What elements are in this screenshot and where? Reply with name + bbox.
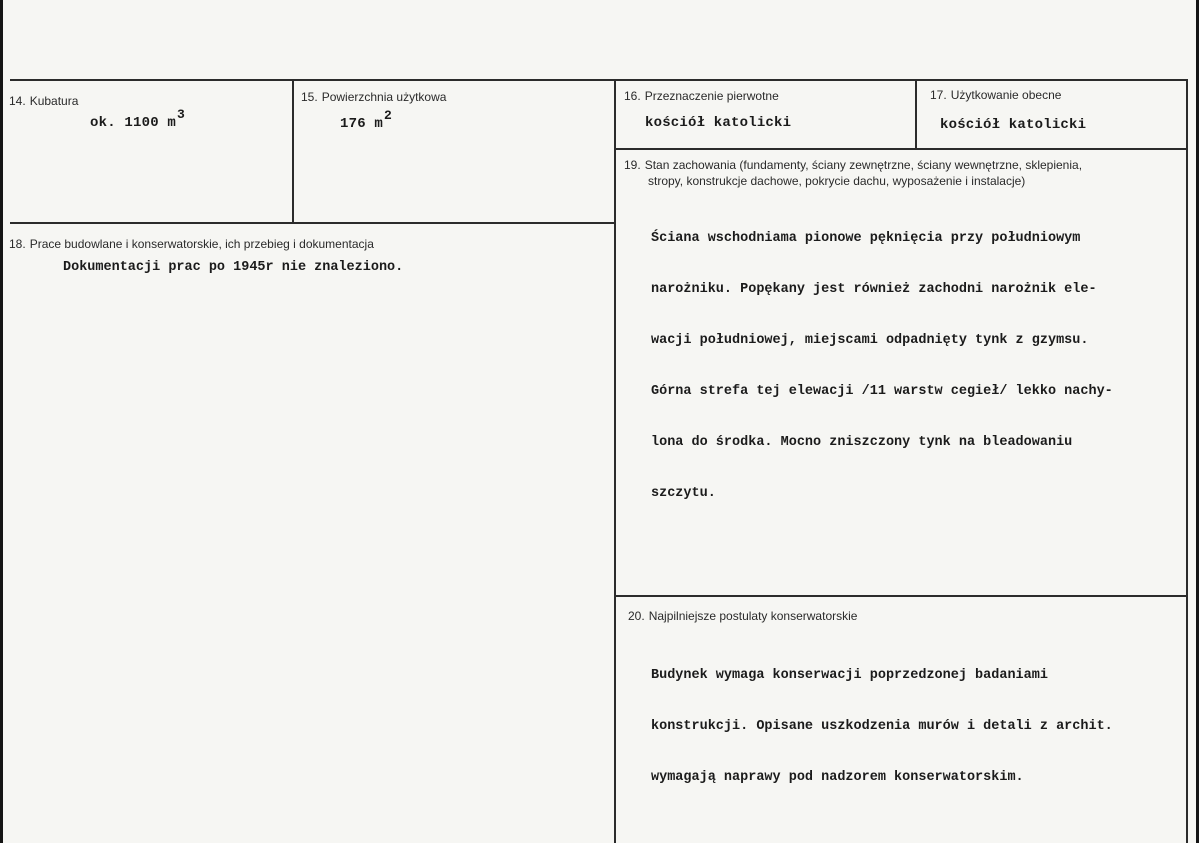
field-19-line: szczytu. [651,486,716,501]
field-15-number: 15. [301,90,318,104]
top-border-line [10,79,1186,81]
divider-row1-right [616,148,1186,150]
field-15-title: Powierzchnia użytkowa [321,90,447,104]
field-14-title: Kubatura [29,94,79,108]
field-18-value: Dokumentacji prac po 1945r nie znaleziono. [63,260,404,275]
field-19-line: narożniku. Popękany jest również zachodni narożnik ele- [651,282,1097,297]
field-19-title-line1: Stan zachowania (fundamenty, ściany zewnętrzne, ściany wewnętrzne, sklepienia, [644,158,1083,172]
field-20-title: Najpilniejsze postulaty konserwatorskie [648,609,858,623]
field-15-value [340,108,393,132]
field-19-line: wacji południowej, miejscami odpadnięty tynk z gzymsu. [651,333,1089,348]
field-15-label [301,89,446,105]
field-15-unit-superscript: 2 [384,108,393,123]
divider-row1-left [10,222,616,224]
field-19-text [651,196,1113,536]
field-16-value: kościół katolicki [645,115,792,131]
field-19-number: 19. [624,158,641,172]
field-19-line: Ściana wschodniama pionowe pęknięcia przy południowym [651,231,1081,246]
divider-center [614,79,616,843]
field-14-number: 14. [9,94,26,108]
field-20-line: konstrukcji. Opisane uszkodzenia murów i detali z archit. [651,719,1113,734]
field-18-number: 18. [9,237,26,251]
field-14-unit-superscript: 3 [177,107,186,122]
field-14-value-text: ok. 1100 m [90,115,177,131]
field-14-value [90,107,186,131]
field-19-line: Górna strefa tej elewacji /11 warstw cegieł/ lekko nachy- [651,384,1113,399]
field-15-value-text: 176 m [340,116,384,132]
field-17-label [930,87,1061,103]
field-19-line: lona do środka. Mocno zniszczony tynk na bleadowaniu [651,435,1073,450]
field-19-label [624,157,1082,173]
divider-section-20 [616,595,1186,597]
right-border-line [1186,79,1188,843]
field-17-title: Użytkowanie obecne [950,88,1062,102]
field-19-label-line2: stropy, konstrukcje dachowe, pokrycie dachu, wyposażenie i instalacje) [648,174,1026,188]
divider-14-15 [292,79,294,224]
field-20-line: wymagają naprawy pod nadzorem konserwatorskim. [651,770,1024,785]
field-20-text [651,633,1113,820]
field-20-label [628,608,857,624]
field-14-label [9,93,78,109]
field-16-label [624,88,779,104]
card-left-edge [0,0,3,843]
field-18-label [9,236,374,252]
field-17-number: 17. [930,88,947,102]
field-20-line: Budynek wymaga konserwacji poprzedzonej badaniami [651,668,1048,683]
field-20-number: 20. [628,609,645,623]
field-17-value: kościół katolicki [940,117,1087,133]
field-16-number: 16. [624,89,641,103]
divider-16-17 [915,79,917,150]
field-16-title: Przeznaczenie pierwotne [644,89,779,103]
field-18-title: Prace budowlane i konserwatorskie, ich przebieg i dokumentacja [29,237,374,251]
